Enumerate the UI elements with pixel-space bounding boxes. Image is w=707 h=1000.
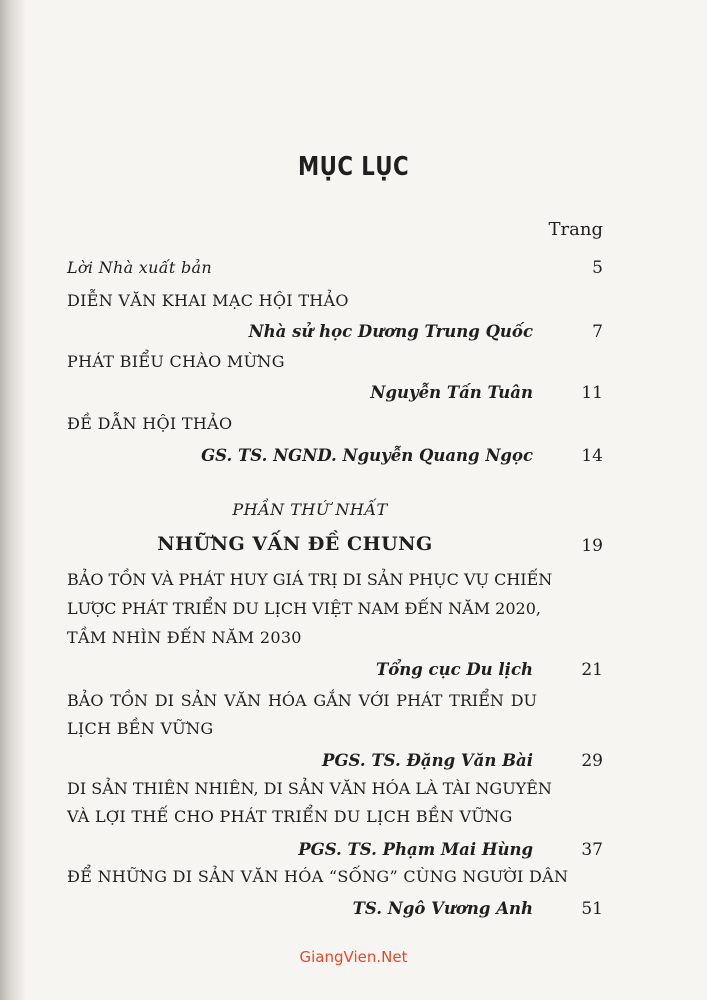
toc-entry-title-line: BẢO TỒN VÀ PHÁT HUY GIÁ TRỊ DI SẢN PHỤC VỤ CHIẾN (67, 570, 553, 589)
toc-entry-title-line: BẢO TỒN DI SẢN VĂN HÓA GẮN VỚI PHÁT TRIỂN DU (67, 691, 537, 710)
toc-entry-author: GS. TS. NGND. Nguyễn Quang Ngọc (201, 446, 533, 465)
toc-entry-page: 29 (581, 751, 603, 771)
part-page: 19 (581, 536, 603, 556)
toc-entry-page: 21 (581, 660, 603, 680)
toc-entry-page: 11 (581, 383, 603, 403)
toc-entry-title-line: ĐỂ NHỮNG DI SẢN VĂN HÓA “SỐNG” CÙNG NGƯỜI DÂN (67, 867, 569, 886)
toc-entry-page: 14 (581, 446, 603, 466)
part-title: NHỮNG VẤN ĐỀ CHUNG (157, 533, 433, 555)
toc-entry-author: PGS. TS. Phạm Mai Hùng (298, 840, 533, 859)
toc-entry-page: 5 (592, 258, 603, 278)
toc-entry-title: DIỄN VĂN KHAI MẠC HỘI THẢO (67, 291, 349, 310)
toc-entry-title-line: TẦM NHÌN ĐẾN NĂM 2030 (67, 628, 302, 647)
page-title: MỤC LỤC (297, 152, 410, 182)
toc-entry-title-line: LƯỢC PHÁT TRIỂN DU LỊCH VIỆT NAM ĐẾN NĂM 2020, (67, 599, 541, 618)
toc-entry-author: PGS. TS. Đặng Văn Bài (322, 751, 533, 770)
toc-entry-title: Lời Nhà xuất bản (67, 258, 212, 277)
toc-entry-title-line: DI SẢN THIÊN NHIÊN, DI SẢN VĂN HÓA LÀ TÀI NGUYÊN (67, 779, 552, 798)
toc-entry-author: Nguyễn Tấn Tuân (370, 383, 533, 402)
toc-entry-author: TS. Ngô Vương Anh (352, 899, 533, 918)
toc-entry-page: 7 (592, 322, 603, 342)
toc-entry-page: 37 (581, 840, 603, 860)
part-label: PHẦN THỨ NHẤT (232, 500, 388, 519)
toc-entry-title: ĐỀ DẪN HỘI THẢO (67, 414, 233, 433)
toc-entry-title-line: VÀ LỢI THẾ CHO PHÁT TRIỂN DU LỊCH BỀN VỮNG (67, 807, 513, 826)
toc-entry-title: PHÁT BIỂU CHÀO MỪNG (67, 352, 285, 371)
toc-entry-author: Nhà sử học Dương Trung Quốc (248, 322, 533, 341)
toc-entry-page: 51 (581, 899, 603, 919)
toc-entry-author: Tổng cục Du lịch (375, 660, 533, 679)
page-column-header: Trang (548, 219, 603, 240)
watermark-text: GiangVien.Net (299, 948, 408, 966)
toc-entry-title-line: LỊCH BỀN VỮNG (67, 719, 214, 738)
